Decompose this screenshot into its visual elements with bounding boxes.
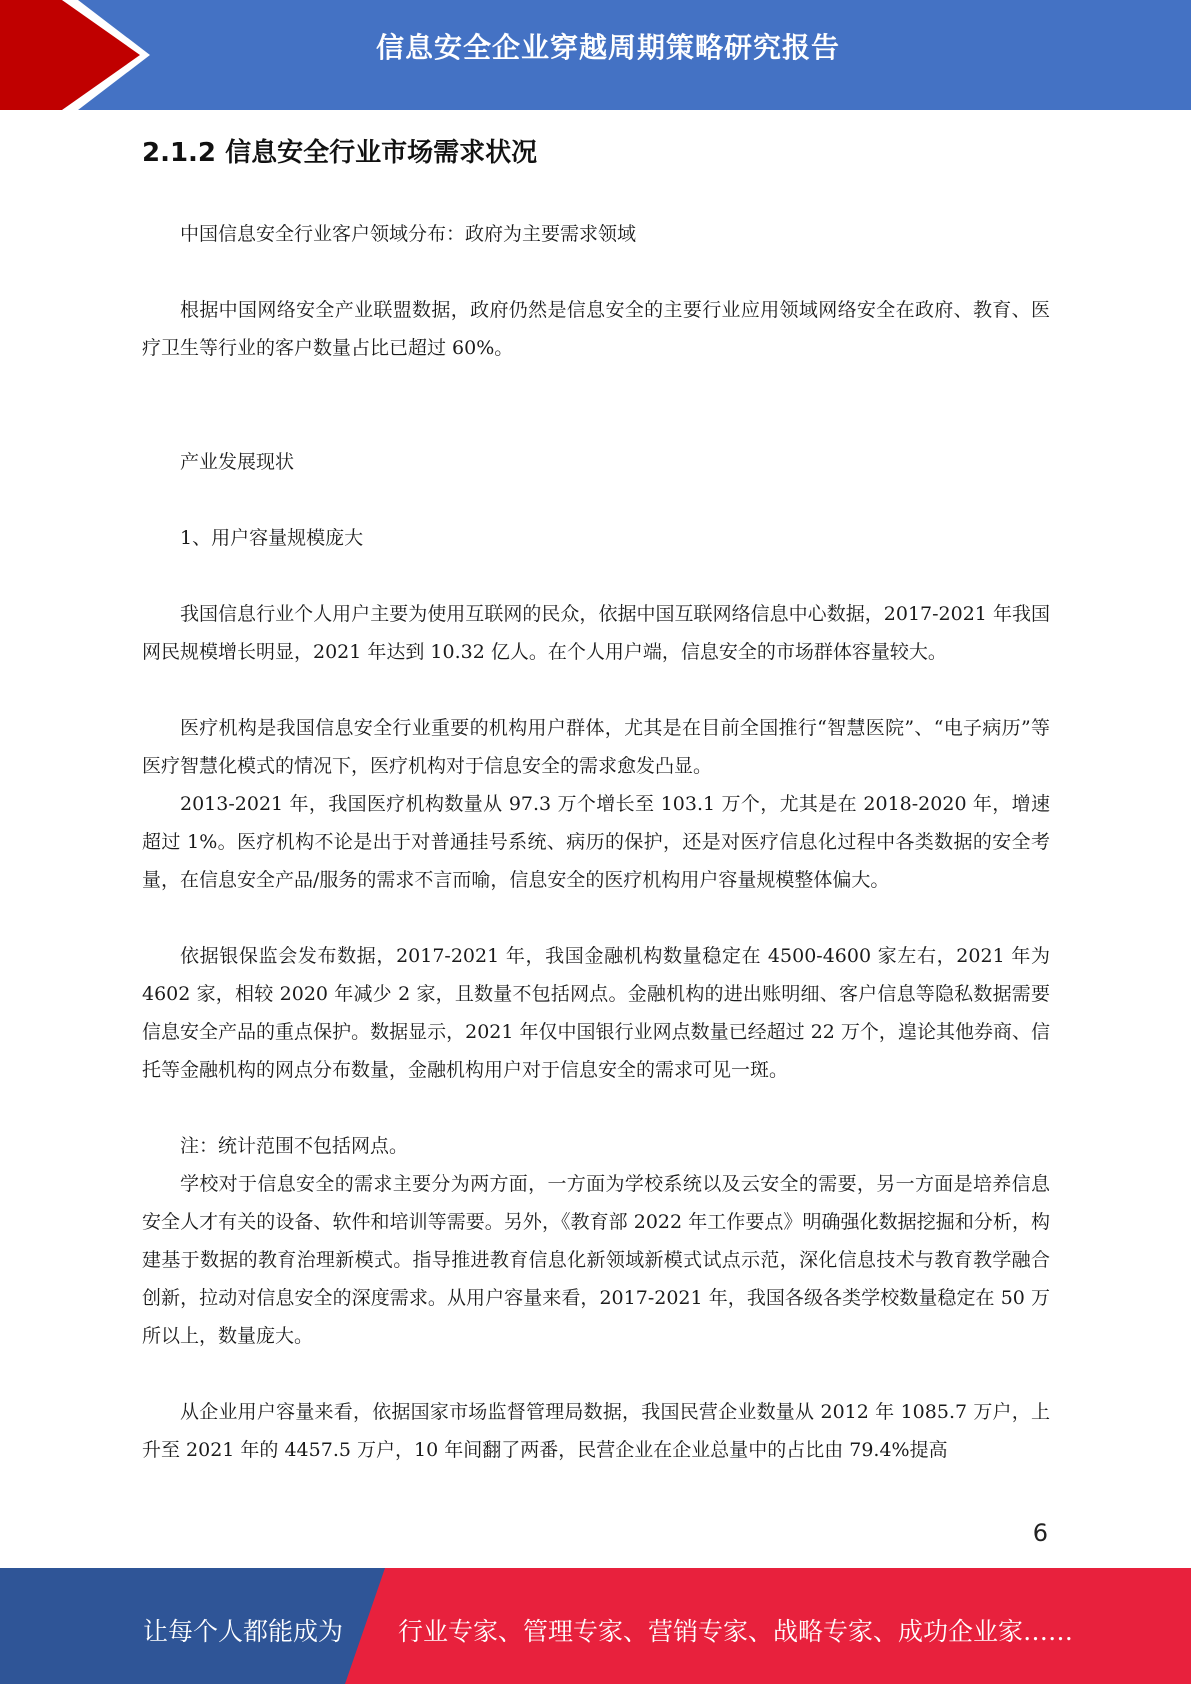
page-footer (0, 1568, 1191, 1684)
paragraph: 我国信息行业个人用户主要为使用互联网的民众，依据中国互联网络信息中心数据，2017-2021 年我国网民规模增长明显，2021 年达到 10.32 亿人。在个人用户端，信息安全的市场群体容量较大。 (142, 603, 1050, 663)
paragraph: 学校对于信息安全的需求主要分为两方面，一方面为学校系统以及云安全的需要，另一方面是培养信息安全人才有关的设备、软件和培训等需要。另外，《教育部 2022 年工作要点》明确强化数据挖掘和分析，构建基于数据的教育治理新模式。指导推进教育信息化新领域新模式试点示范，深化信息技术与教育教学融合创新，拉动对信息安全的深度需求。从用户容量来看，2017-2021 年，我国各级各类学校数量稳定在 50 万所以上，数量庞大。 (142, 1173, 1050, 1347)
footer-slogan-left: 让每个人都能成为 (143, 1617, 344, 1646)
paragraph: 医疗机构是我国信息安全行业重要的机构用户群体，尤其是在目前全国推行“智慧医院”、“电子病历”等医疗智慧化模式的情况下，医疗机构对于信息安全的需求愈发凸显。 (142, 717, 1050, 777)
paragraph: 依据银保监会发布数据，2017-2021 年，我国金融机构数量稳定在 4500-4600 家左右，2021 年为 4602 家，相较 2020 年减少 2 家，且数量不包括网点。金融机构的进出账明细、客户信息等隐私数据需要信息安全产品的重点保护。数据显示，2021 年仅中国银行业网点数量已经超过 22 万个，遑论其他券商、信托等金融机构的网点分布数量，金融机构用户对于信息安全的需求可见一斑。 (142, 945, 1050, 1081)
paragraph: 根据中国网络安全产业联盟数据，政府仍然是信息安全的主要行业应用领域网络安全在政府、教育、医疗卫生等行业的客户数量占比已超过 60%。 (142, 299, 1050, 359)
report-title: 信息安全企业穿越周期策略研究报告 (375, 31, 840, 64)
paragraph: 1、用户容量规模庞大 (180, 527, 364, 549)
page-header (0, 0, 1191, 110)
paragraph: 产业发展现状 (180, 451, 295, 473)
page-number: 6 (1032, 1519, 1048, 1547)
document-body (142, 215, 1050, 1469)
paragraph: 2013-2021 年，我国医疗机构数量从 97.3 万个增长至 103.1 万个，尤其是在 2018-2020 年，增速超过 1%。医疗机构不论是出于对普通挂号系统、病历的保护，还是对医疗信息化过程中各类数据的安全考量，在信息安全产品/服务的需求不言而喻，信息安全的医疗机构用户容量规模整体偏大。 (142, 793, 1050, 891)
section-heading: 2.1.2 信息安全行业市场需求状况 (142, 138, 538, 168)
paragraph: 从企业用户容量来看，依据国家市场监督管理局数据，我国民营企业数量从 2012 年 1085.7 万户，上升至 2021 年的 4457.5 万户，10 年间翻了两番，民营企业在企业总量中的占比由 79.4%提高 (142, 1401, 1050, 1461)
paragraph: 中国信息安全行业客户领域分布：政府为主要需求领域 (180, 223, 637, 245)
footer-slogan-right: 行业专家、管理专家、营销专家、战略专家、成功企业家…… (398, 1617, 1074, 1646)
paragraph: 注：统计范围不包括网点。 (180, 1135, 409, 1157)
